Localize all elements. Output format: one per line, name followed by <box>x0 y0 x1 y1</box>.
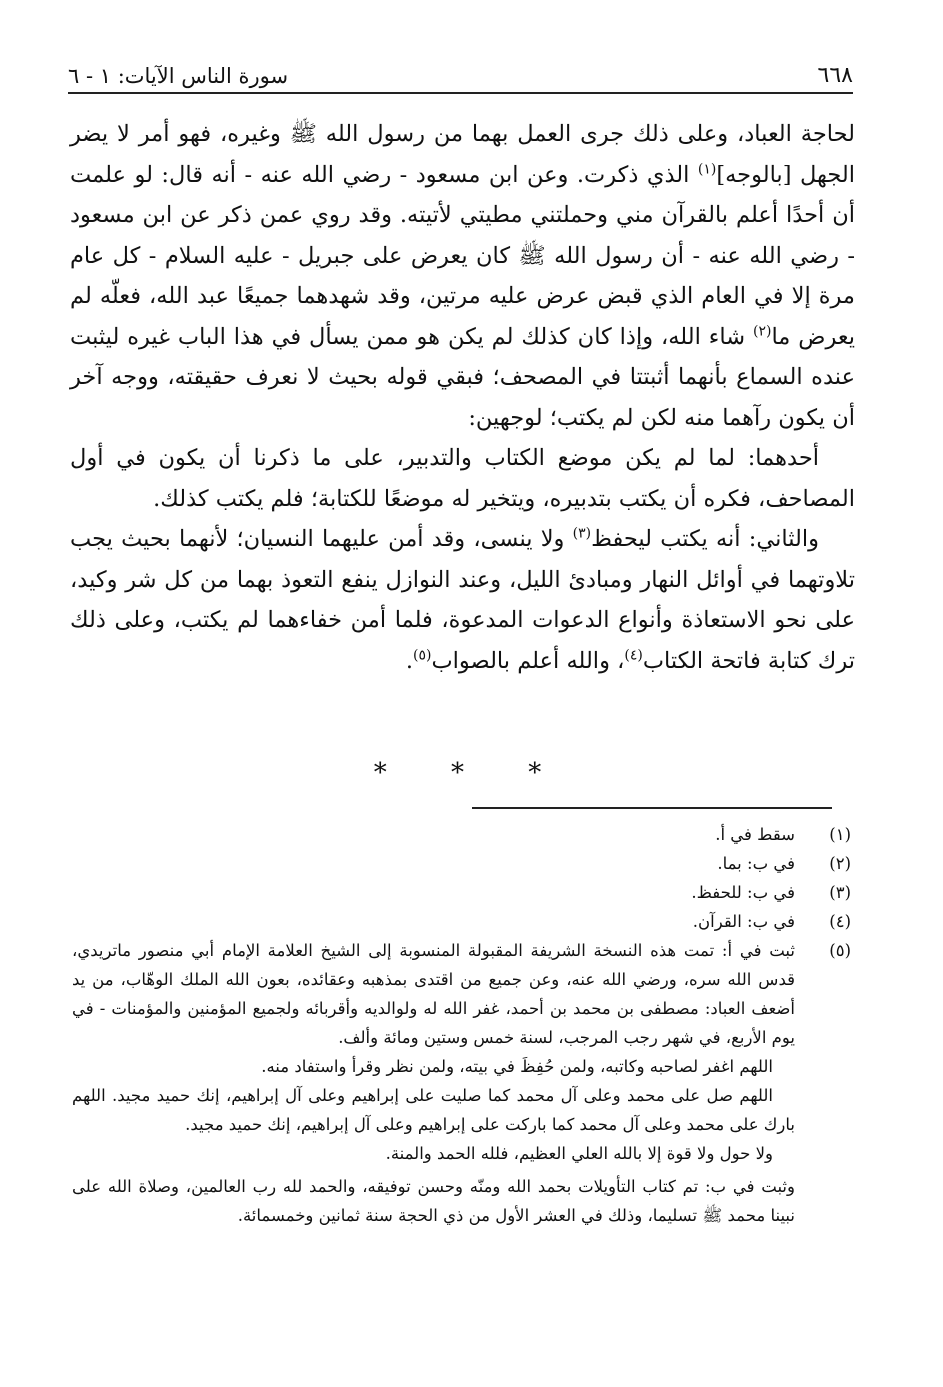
footnote-number: (٥) <box>829 941 851 960</box>
running-title: سورة الناس الآيات: ١ - ٦ <box>68 64 289 88</box>
footnote-item <box>72 820 851 849</box>
main-text <box>70 114 855 681</box>
footnote-prayer-2: اللهم صل على محمد وعلى آل محمد كما صليت على إبراهيم وعلى آل إبراهيم، إنك حميد مجيد. اللهم بارك على محمد وعلى آل محمد كما باركت على إبراهيم وعلى آل إبراهيم، إنك حميد مجيد. <box>72 1086 795 1134</box>
paragraph-1-part-b: الذي ذكرت. وعن ابن مسعود - رضي الله عنه - أنه قال: لو علمت أن أحدًا أعلم بالقرآن مني وحملتني مطيتي لأتيته. وقد روي عمن ذكر عن ابن مسعود - رضي الله عنه - أن رسول الله ﷺ كان يعرض على جبريل - عليه السلام - كل عام مرة إلا في العام الذي قبض عرض عليه مرتين، وقد شهدهما جميعًا عبد الله، فعلّه لم يعرض ما <box>70 161 855 350</box>
paragraph-3-part-c: ، والله أعلم بالصواب <box>431 647 625 674</box>
footnote-item <box>72 907 851 936</box>
footnote-text: ثبت في أ: تمت هذه النسخة الشريفة المقبولة المنسوبة إلى الشيخ العلامة الإمام أبي منصور ماتريدي، قدس الله سره، ورضي الله عنه، وعن جميع من اقتدى بمذهبه وعقائده، بعون الله الملك الوهّاب، من يد أضعف العباد: مصطفى بن محمد بن أحمد، غفر الله له ولوالديه وأقربائه ولجميع المؤمنين والمؤمنات - في يوم الأربع، في شهر رجب المرجب، لسنة خمس وستين ومائة وألف. <box>72 941 795 1047</box>
page-header <box>68 58 853 94</box>
section-separator: * * * <box>373 758 570 788</box>
footnote-prayer-3: ولا حول ولا قوة إلا بالله العلي العظيم، فلله الحمد والمنة. <box>385 1144 773 1163</box>
footnote-number: (١) <box>829 825 851 844</box>
footnote-ref-1: (١) <box>697 161 717 177</box>
paragraph-1-part-c: شاء الله، وإذا كان كذلك لم يكن هو ممن يسأل في هذا الباب غيره ليثبت عنده السماع بأنهما أثبتتا في المصحف؛ فبقي قوله بحيث لا نعرف حقيقته، ووجه آخر أن يكون رآهما منه لكن لم يكتب؛ لوجهين: <box>70 323 855 431</box>
footnote-number: (٤) <box>829 912 851 931</box>
paragraph-2: أحدهما: لما لم يكن موضع الكتاب والتدبير، على ما ذكرنا أن يكون في أول المصاحف، فكره أن يكتب بتدبيره، ويتخير له موضعًا للكتابة؛ فلم يكتب كذلك. <box>70 445 855 512</box>
footnote-item <box>72 936 851 1052</box>
footnote-number: (٢) <box>829 854 851 873</box>
footnote-ref-3: (٣) <box>572 525 592 542</box>
footnotes <box>72 820 851 1230</box>
footnote-colophon-b: وثبت في ب: تم كتاب التأويلات بحمد الله ومنّه وحسن توفيقه، والحمد لله رب العالمين، وصلاة الله على نبينا محمد ﷺ تسليما، وذلك في العشر الأول من ذي الحجة سنة ثمانين وخمسمائة. <box>72 1177 795 1225</box>
footnote-prayer-1: اللهم اغفر لصاحبه وكاتبه، ولمن حُفِظَ في بيته، ولمن نظر وقرأ واستفاد منه. <box>261 1057 773 1076</box>
paragraph-1-part-a: لحاجة العباد، وعلى ذلك جرى العمل بهما من رسول الله ﷺ وغيره، فهو أمر لا يضر الجهل [بالوجه] <box>70 121 855 188</box>
footnote-text: في ب: القرآن. <box>692 912 795 931</box>
paragraph-3-part-a: والثاني: أنه يكتب ليحفظ <box>591 526 819 552</box>
footnote-item <box>72 849 851 878</box>
paragraph-3-part-b: ولا ينسى، وقد أمن عليهما النسيان؛ لأنهما بحيث يجب تلاوتهما في أوائل النهار ومبادئ الليل، وعند النوازل ينفع التعوذ بهما من كل شر وكيد، على نحو الاستعاذة وأنواع الدعوات المدعوة، فلما أمن خفاءهما لم يكتب، وعلى ذلك ترك كتابة فاتحة الكتاب <box>70 526 855 674</box>
paragraph-3-part-d: . <box>405 647 414 674</box>
footnote-number: (٣) <box>829 883 851 902</box>
footnote-text: سقط في أ. <box>715 825 795 844</box>
paragraph-1 <box>70 114 855 438</box>
footnote-ref-4: (٤) <box>624 647 643 663</box>
footnote-rule <box>472 807 832 809</box>
footnote-item <box>72 878 851 907</box>
paragraph-3 <box>70 519 855 681</box>
footnote-ref-2: (٢) <box>752 323 772 339</box>
footnote-text: في ب: بما. <box>717 854 795 873</box>
page-number: ٦٦٨ <box>817 63 853 88</box>
footnote-ref-5: (٥) <box>413 647 432 663</box>
footnote-text: في ب: للحفظ. <box>691 883 795 902</box>
